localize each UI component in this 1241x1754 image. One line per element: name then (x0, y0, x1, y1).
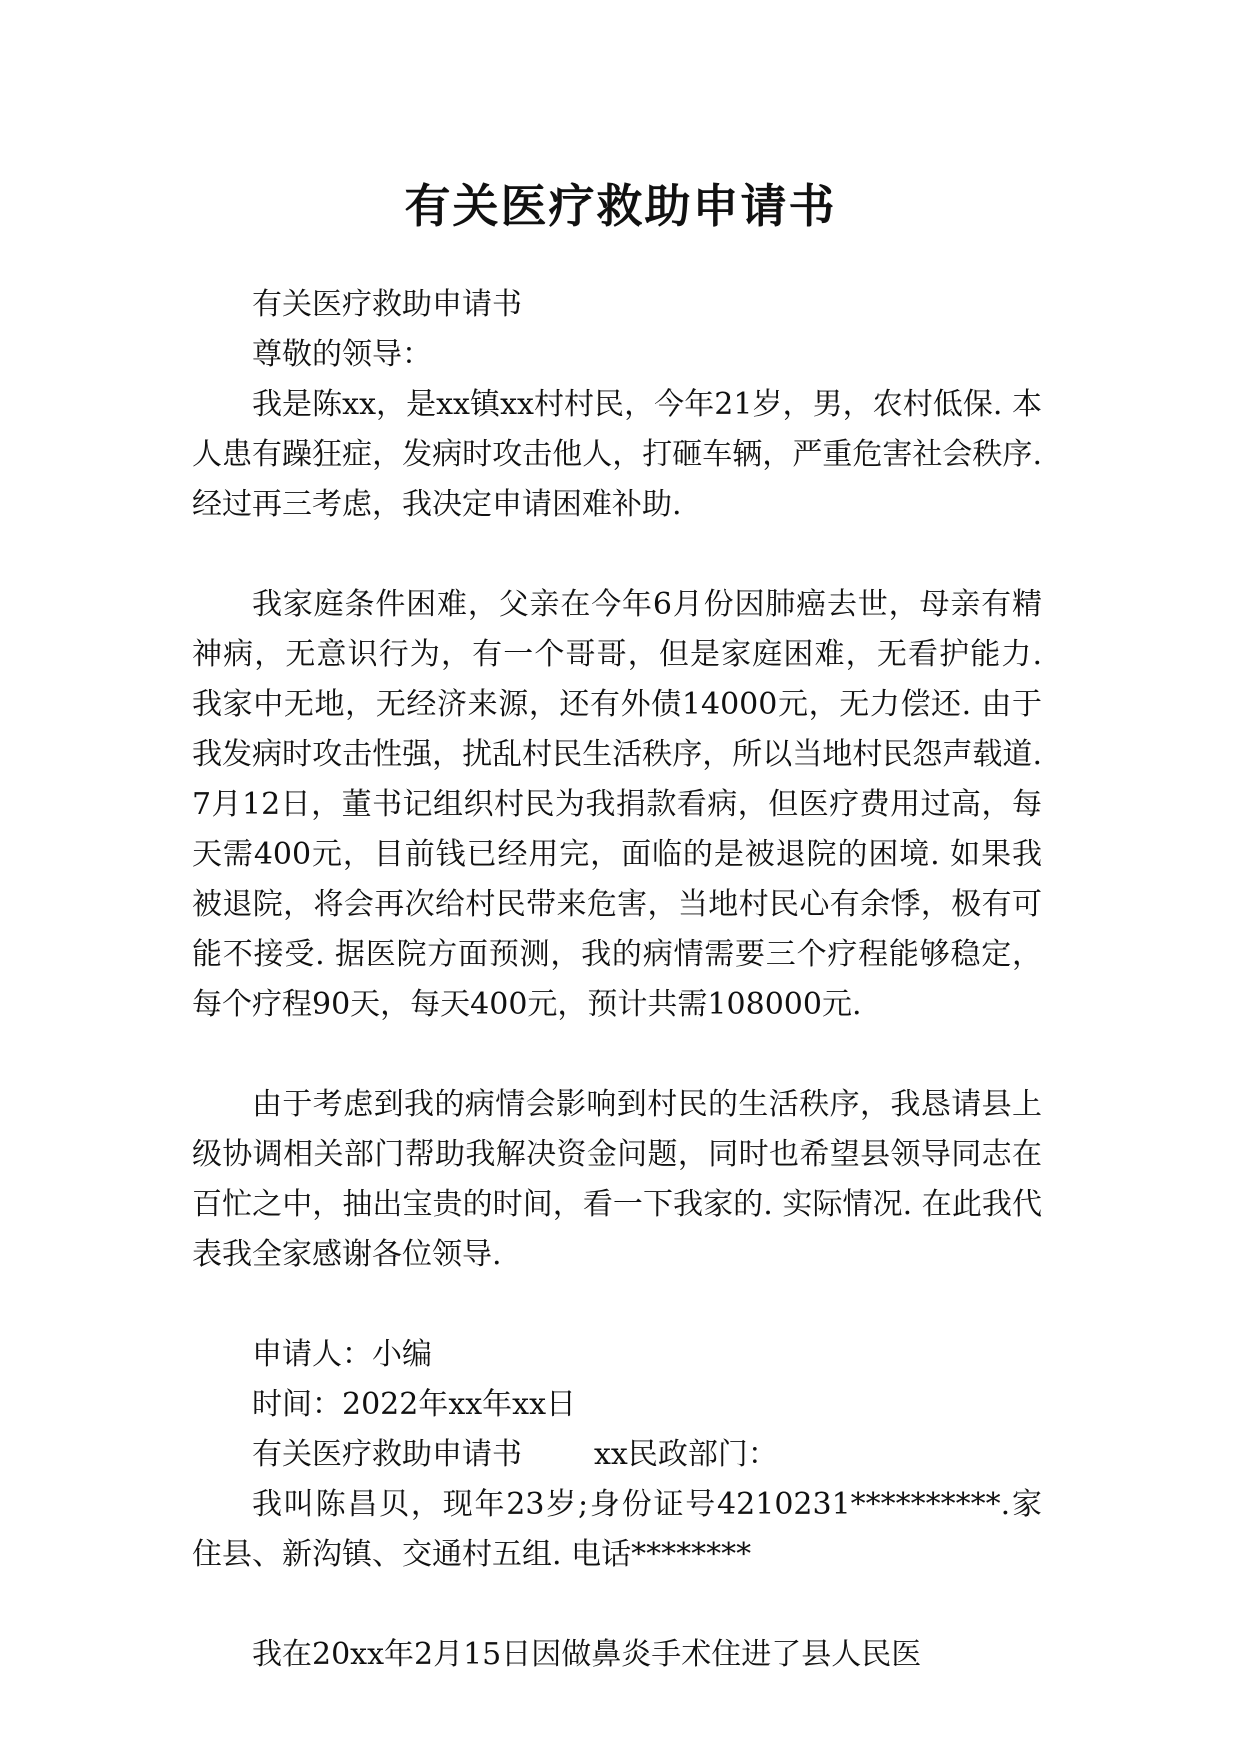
paragraph-request: 由于考虑到我的病情会影响到村民的生活秩序，我恳请县上级协调相关部门帮助我解决资金问题，同时也希望县领导同志在百忙之中，抽出宝贵的时间，看一下我家的. 实际情况. 在此我代表我全家感谢各位领导. (192, 1087, 1042, 1272)
paragraph-hospital: 我在20xx年2月15日因做鼻炎手术住进了县人民医 (252, 1637, 922, 1672)
second-title: 有关医疗救助申请书 (252, 1437, 522, 1472)
addressee: xx民政部门： (594, 1437, 778, 1472)
paragraph-second-heading (192, 1430, 1042, 1480)
paragraph-personal-info: 我叫陈昌贝，现年23岁;身份证号4210231**********.家住县、新沟镇、交通村五组. 电话******** (192, 1487, 1042, 1572)
paragraph-date: 时间：2022年xx年xx日 (252, 1387, 577, 1422)
paragraph-heading: 有关医疗救助申请书 (252, 287, 522, 322)
paragraph-applicant: 申请人：小编 (252, 1337, 432, 1372)
paragraph-family: 我家庭条件困难，父亲在今年6月份因肺癌去世，母亲有精神病，无意识行为，有一个哥哥，但是家庭困难，无看护能力. 我家中无地，无经济来源，还有外债14000元，无力偿还. 由于我发病时攻击性强，扰乱村民生活秩序，所以当地村民怨声载道. 7月12日，董书记组织村民为我捐款看病，但医疗费用过高，每天需400元，目前钱已经用完，面临的是被退院的困境. 如果我被退院，将会再次给村民带来危害，当地村民心有余悸，极有可能不接受. 据医院方面预测，我的病情需要三个疗程能够稳定，每个疗程90天，每天400元，预计共需108000元. (192, 587, 1042, 1022)
paragraph-intro: 我是陈xx，是xx镇xx村村民，今年21岁，男，农村低保. 本人患有躁狂症，发病时攻击他人，打砸车辆，严重危害社会秩序. 经过再三考虑，我决定申请困难补助. (192, 387, 1042, 522)
document-body (192, 280, 1042, 1680)
paragraph-salutation: 尊敬的领导： (252, 337, 432, 372)
document-title: 有关医疗救助申请书 (404, 179, 837, 233)
